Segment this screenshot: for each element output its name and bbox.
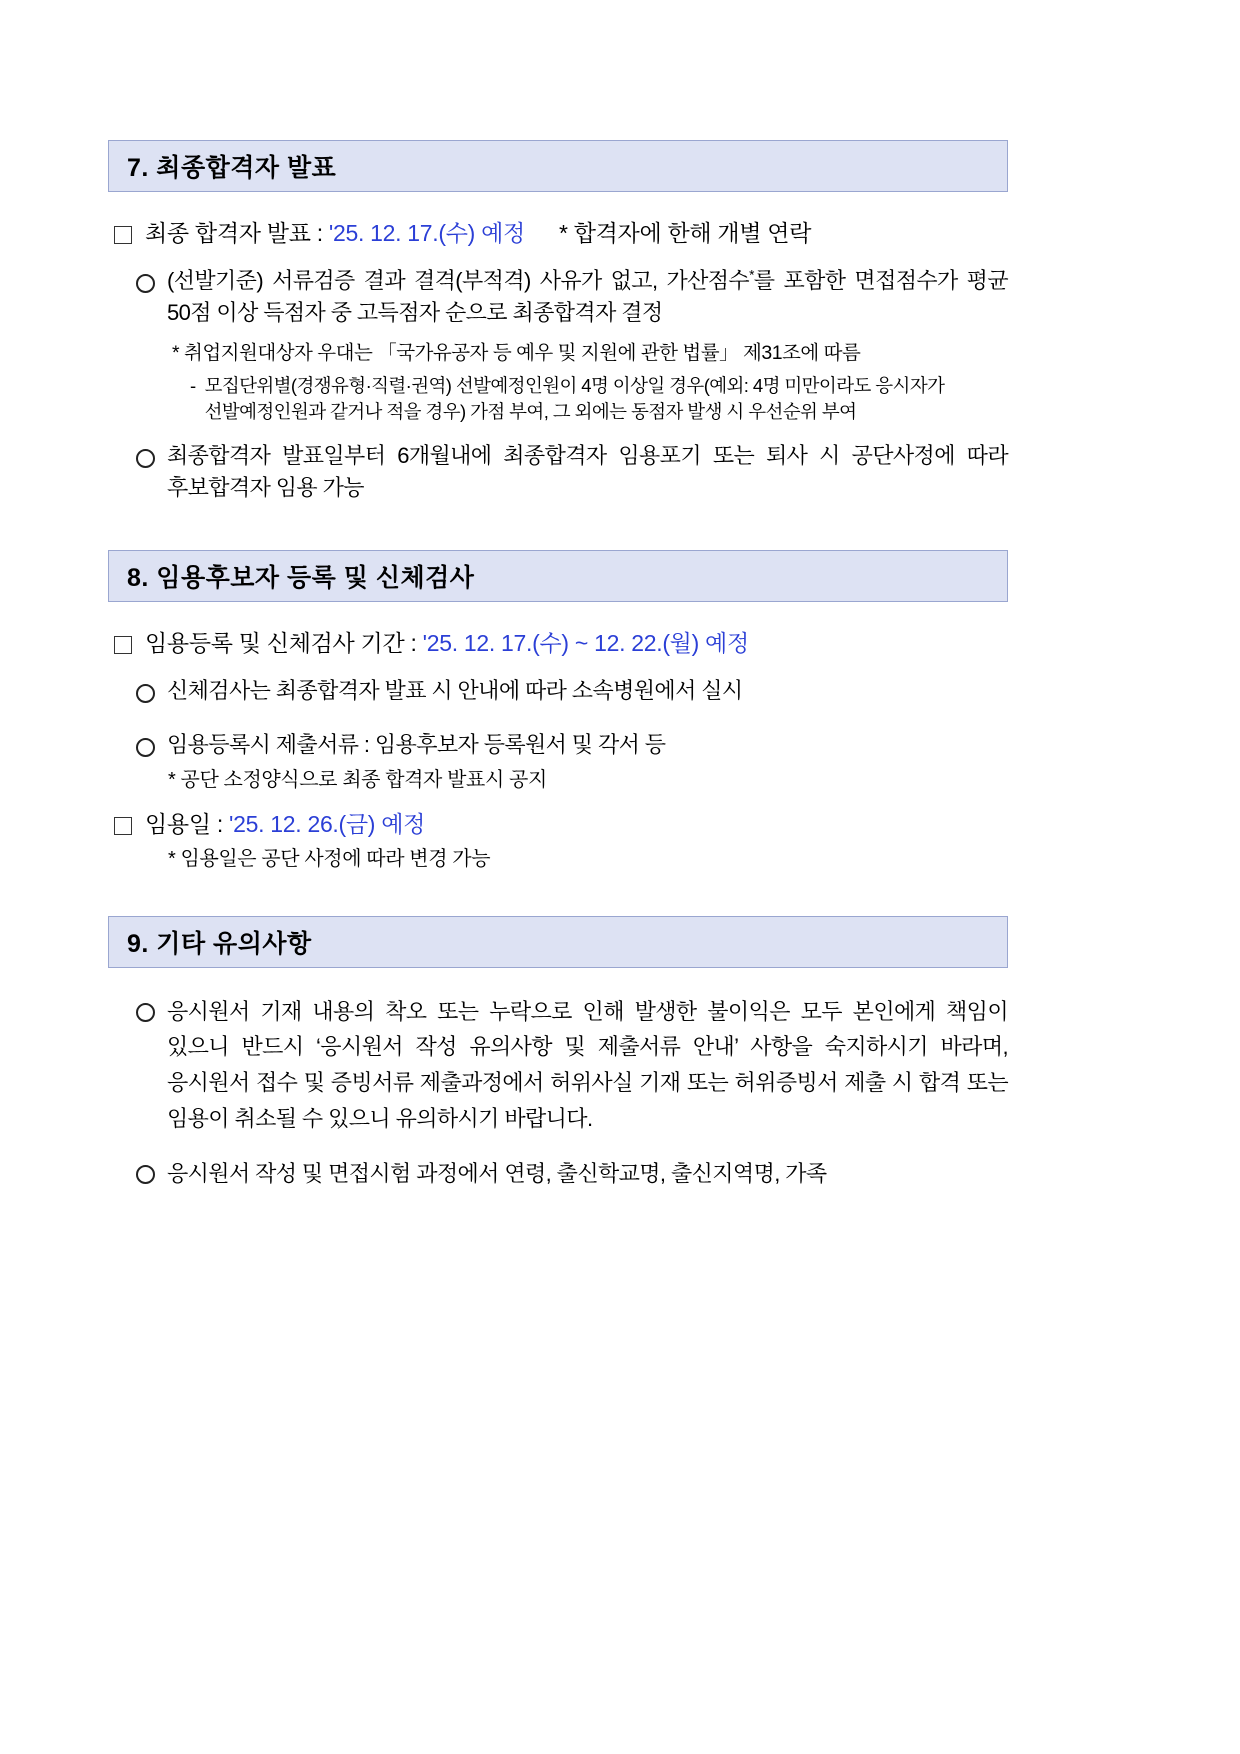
candidate-text: 최종합격자 발표일부터 6개월내에 최종합격자 임용포기 또는 퇴사 시 공단사정에 따라 후보합격자 임용 가능 — [167, 443, 1008, 501]
announcement-label: 최종 합격자 발표 : — [145, 220, 329, 246]
bullet-item-documents — [136, 729, 1008, 761]
checklist-item-appointment-date — [114, 809, 1008, 840]
announcement-date: '25. 12. 17.(수) 예정 — [328, 220, 525, 246]
note-appointment-change: * 임용일은 공단 사정에 따라 변경 가능 — [168, 847, 491, 870]
notice-2-text: 응시원서 작성 및 면접시험 과정에서 연령, 출신학교명, 출신지역명, 가족 — [167, 1161, 827, 1187]
bullet-item-criteria — [136, 265, 1008, 329]
documents-text: 임용등록시 제출서류 : 임용후보자 등록원서 및 각서 등 — [167, 731, 666, 757]
section-header-8 — [108, 550, 1008, 602]
registration-period-label: 임용등록 및 신체검사 기간 : — [145, 629, 423, 656]
bullet-item-notice-2 — [136, 1156, 1008, 1192]
document-content — [108, 140, 1008, 1202]
circle-bullet-icon — [136, 1003, 155, 1022]
checkbox-icon — [114, 817, 132, 835]
dash-bullet-icon: - — [190, 375, 196, 397]
checkbox-icon — [114, 636, 132, 654]
note-documents-form: * 공단 소정양식으로 최종 합격자 발표시 공지 — [168, 768, 547, 791]
subnote-text: 모집단위별(경쟁유형·직렬·권역) 선발예정인원이 4명 이상일 경우(예외: 4명 미만이라도 응시자가 선발예정인원과 같거나 적을 경우) 가점 부여, 그 외에는 동점자 발생 시 우선순위 부여 — [204, 375, 945, 422]
circle-bullet-icon — [136, 738, 155, 757]
registration-period-line — [145, 628, 749, 659]
subnote-selection-units — [190, 373, 1008, 424]
bullet-item-notice-1 — [136, 994, 1008, 1137]
criteria-text — [167, 265, 1008, 329]
criteria-superscript: * — [749, 267, 754, 283]
section-title-8: 8. 임용후보자 등록 및 신체검사 — [127, 563, 475, 592]
section-title-9: 9. 기타 유의사항 — [127, 929, 312, 958]
announcement-note: * 합격자에 한해 개별 연락 — [558, 220, 812, 246]
checklist-item-registration-period — [114, 628, 1008, 659]
announcement-line — [145, 218, 811, 249]
note-veteran-preference: * 취업지원대상자 우대는 「국가유공자 등 예우 및 지원에 관한 법률」 제31조에 따름 — [172, 341, 861, 364]
section-title-7: 7. 최종합격자 발표 — [127, 154, 337, 182]
section-header-9 — [108, 916, 1008, 968]
checklist-item-announcement — [114, 218, 1008, 249]
circle-bullet-icon — [136, 449, 155, 468]
checkbox-icon — [114, 226, 132, 244]
appointment-label: 임용일 : — [145, 810, 230, 837]
section-header-7 — [108, 140, 1008, 192]
appointment-date: '25. 12. 26.(금) 예정 — [229, 810, 426, 837]
appointment-line — [145, 809, 425, 840]
registration-period-date: '25. 12. 17.(수) ~ 12. 22.(월) 예정 — [422, 629, 749, 656]
circle-bullet-icon — [136, 1165, 155, 1184]
criteria-part1: (선발기준) 서류검증 결과 결격(부적격) 사유가 없고, 가산점수 — [167, 268, 750, 294]
criteria-part2: 를 포함한 면접점수가 평균 50점 이상 득점자 중 고득점자 순으로 최종합격자 결정 — [167, 268, 1008, 325]
bullet-item-candidate — [136, 440, 1008, 504]
medical-exam-text: 신체검사는 최종합격자 발표 시 안내에 따라 소속병원에서 실시 — [167, 677, 743, 703]
circle-bullet-icon — [136, 684, 155, 703]
notice-1-text: 응시원서 기재 내용의 착오 또는 누락으로 인해 발생한 불이익은 모두 본인에게 책임이 있으니 반드시 ‘응시원서 작성 유의사항 및 제출서류 안내’ 사항을 숙지하시기 바라며, 응시원서 접수 및 증빙서류 제출과정에서 허위사실 기재 또는 허위증빙서 제출 시 합격 또는 임용이 취소될 수 있으니 유의하시기 바랍니다. — [167, 998, 1008, 1131]
bullet-item-medical-exam — [136, 675, 1008, 707]
circle-bullet-icon — [136, 274, 155, 293]
